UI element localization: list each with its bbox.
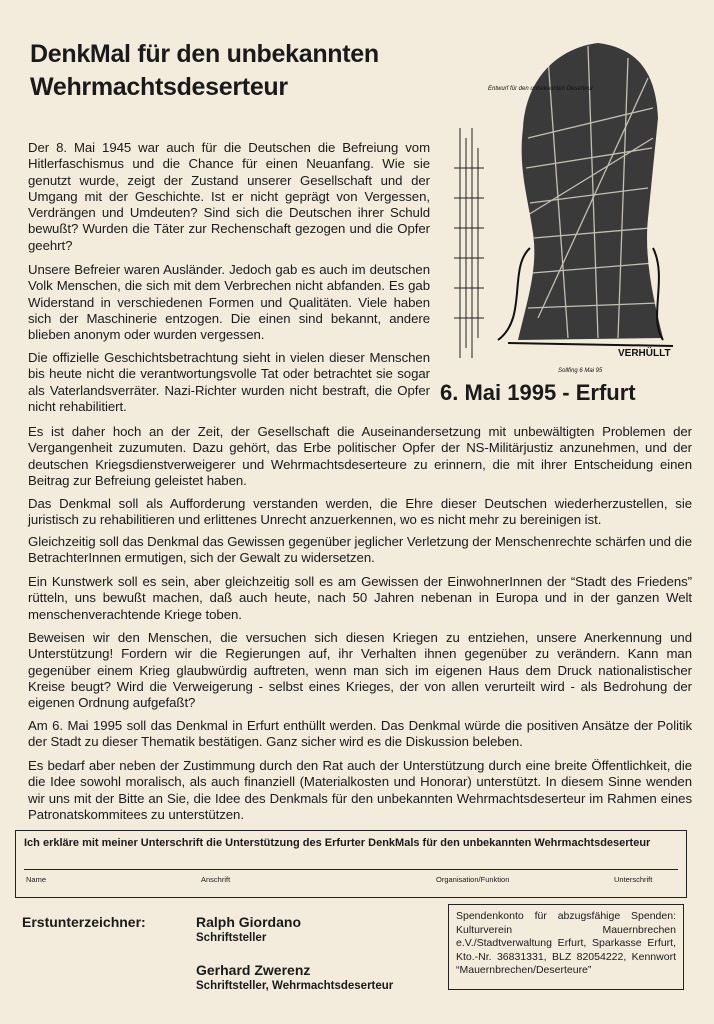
paragraph-6: Gleichzeitig soll das Denkmal das Gewissen gegenüber jeglicher Verletzung der Menschenrechte schärfen und die BetrachterInnen ermutigen, sich der Gewalt zu widersetzen. bbox=[28, 534, 692, 566]
paragraph-9: Am 6. Mai 1995 soll das Denkmal in Erfurt enthüllt werden. Das Denkmal würde die positiven Ansätze der Politik der Stadt zu dieser Thematik bestätigen. Ganz sicher wird es die Diskussion beleben. bbox=[28, 718, 692, 750]
form-header: Ich erkläre mit meiner Unterschrift die Unterstützung des Erfurter DenkMals für den unbekannten Wehrmachtsdeserteur bbox=[24, 837, 651, 849]
page-title bbox=[30, 38, 450, 104]
signature-form bbox=[15, 830, 687, 898]
monument-sketch-image bbox=[448, 18, 688, 378]
paragraph-7: Ein Kunstwerk soll es sein, aber gleichzeitig soll es am Gewissen der EinwohnerInnen der “Stadt des Friedens” rütteln, uns bewußt machen, daß auch heute, nach 50 Jahren nebenan in Europa und in der ganzen Welt menschenverachtende Kriege toben. bbox=[28, 574, 692, 622]
form-field-name: Name bbox=[26, 875, 47, 884]
signer-role: Schriftsteller bbox=[196, 932, 267, 944]
paragraph-8: Beweisen wir den Menschen, die versuchen sich diesen Kriegen zu entziehen, unsere Anerkennung und Unterstützung! Fordern wir die Regierungen auf, ihr Verhalten ihnen gegenüber zu verändern. Kann man gegenüber einem Krieg glaubwürdig auftreten, wenn man sich im eigenen Haus dem Druck nationalistischer Kreise beugt? Wird die Verweigerung - selbst eines Krieges, der von allen verurteilt wird - als Bedrohung der eigenen Ordnung aufgefaßt? bbox=[28, 630, 692, 711]
signer-name: Ralph Giordano bbox=[196, 914, 301, 930]
sketch-signature: Sollfing 6 Mai 95 bbox=[558, 368, 603, 374]
paragraph-1: Der 8. Mai 1945 war auch für die Deutschen die Befreiung vom Hitlerfaschismus und die Chance für einen Neuanfang. Wie sie genutzt wurde, zeigt der Zustand unserer Gesellschaft und der Umgang mit der Geschichte. Ist er nicht geprägt von Vergessen, Verdrängen und Umdeuten? Sind sich die Deutschen ihrer Schuld bewußt? Wurden die Täter zur Rechenschaft gezogen und die Opfer geehrt? bbox=[28, 140, 430, 253]
paragraph-4: Es ist daher hoch an der Zeit, der Gesellschaft die Auseinandersetzung mit unbewältigten Problemen der Vergangenheit zuzumuten. Dazu gehört, das Erbe politischer Opfer der NS-Militärjustiz anzunehmen, und der deutschen Kriegsdienstverweigerer und Wehrmachtsdeserteure zu erinnern, die mit ihrer Entscheidung einen Beitrag zur Befreiung geleistet haben. bbox=[28, 424, 692, 488]
form-field-signature: Unterschrift bbox=[614, 875, 653, 884]
form-field-address: Anschrift bbox=[201, 875, 231, 884]
signer-name: Gerhard Zwerenz bbox=[196, 962, 311, 978]
paragraph-2: Unsere Befreier waren Ausländer. Jedoch gab es auch im deutschen Volk Menschen, die sich mit dem Verbrechen nicht abfanden. Es gab Widerstand in verschiedenen Formen und Qualitäten. Viele haben sich der Maschinerie entzogen. Die einen sind bekannt, andere blieben anonym oder wurden vergessen. bbox=[28, 262, 430, 343]
paragraph-10: Es bedarf aber neben der Zustimmung durch den Rat auch der Unterstützung durch eine breite Öffentlichkeit, die die Idee sowohl moralisch, als auch finanziell (Materialkosten und Honorar) unterstützt. In diesem Sinne wenden wir uns mit der Bitte an Sie, die Idee des Denkmals für den unbekannten Wehrmachtsdeserteur im Rahmen eines Patronatskommitees zu unterstützen. bbox=[28, 758, 692, 822]
event-date-location: 6. Mai 1995 - Erfurt bbox=[440, 380, 636, 405]
title-line-2: Wehrmachtsdeserteur bbox=[30, 73, 288, 101]
sketch-label: VERHÜLLT bbox=[618, 348, 671, 359]
form-signature-line[interactable] bbox=[24, 869, 678, 870]
title-line-1: DenkMal für den unbekannten bbox=[30, 40, 379, 68]
paragraph-5: Das Denkmal soll als Aufforderung verstanden werden, die Ehre dieser Deutschen wiederherzustellen, sie juristisch zu rehabilitieren und erlittenes Unrecht anzuerkennen, wo es nicht mehr zu bereinigen ist. bbox=[28, 496, 692, 528]
first-signers-label: Erstunterzeichner: bbox=[22, 914, 146, 930]
donation-account-box: Spendenkonto für abzugsfähige Spenden: Kulturverein Mauernbrechen e.V./Stadtverwaltung Erfurt, Sparkasse Erfurt, Kto.-Nr. 36831331, BLZ 82054222, Kennwort “Mauernbrechen/Deserteure” bbox=[448, 904, 684, 990]
paragraph-3: Die offizielle Geschichtsbetrachtung sieht in vielen dieser Menschen bis heute nicht die verantwortungsvolle Tat oder betrachtet sie sogar als Vaterlandsverräter. Nazi-Richter wurden nicht bestraft, die Opfer nicht rehabilitiert. bbox=[28, 350, 430, 414]
sketch-caption: Entwurf für den unbekannten Deserteur bbox=[488, 86, 594, 92]
signer-role: Schriftsteller, Wehrmachtsdeserteur bbox=[196, 980, 394, 992]
form-field-organisation: Organisation/Funktion bbox=[436, 875, 510, 884]
